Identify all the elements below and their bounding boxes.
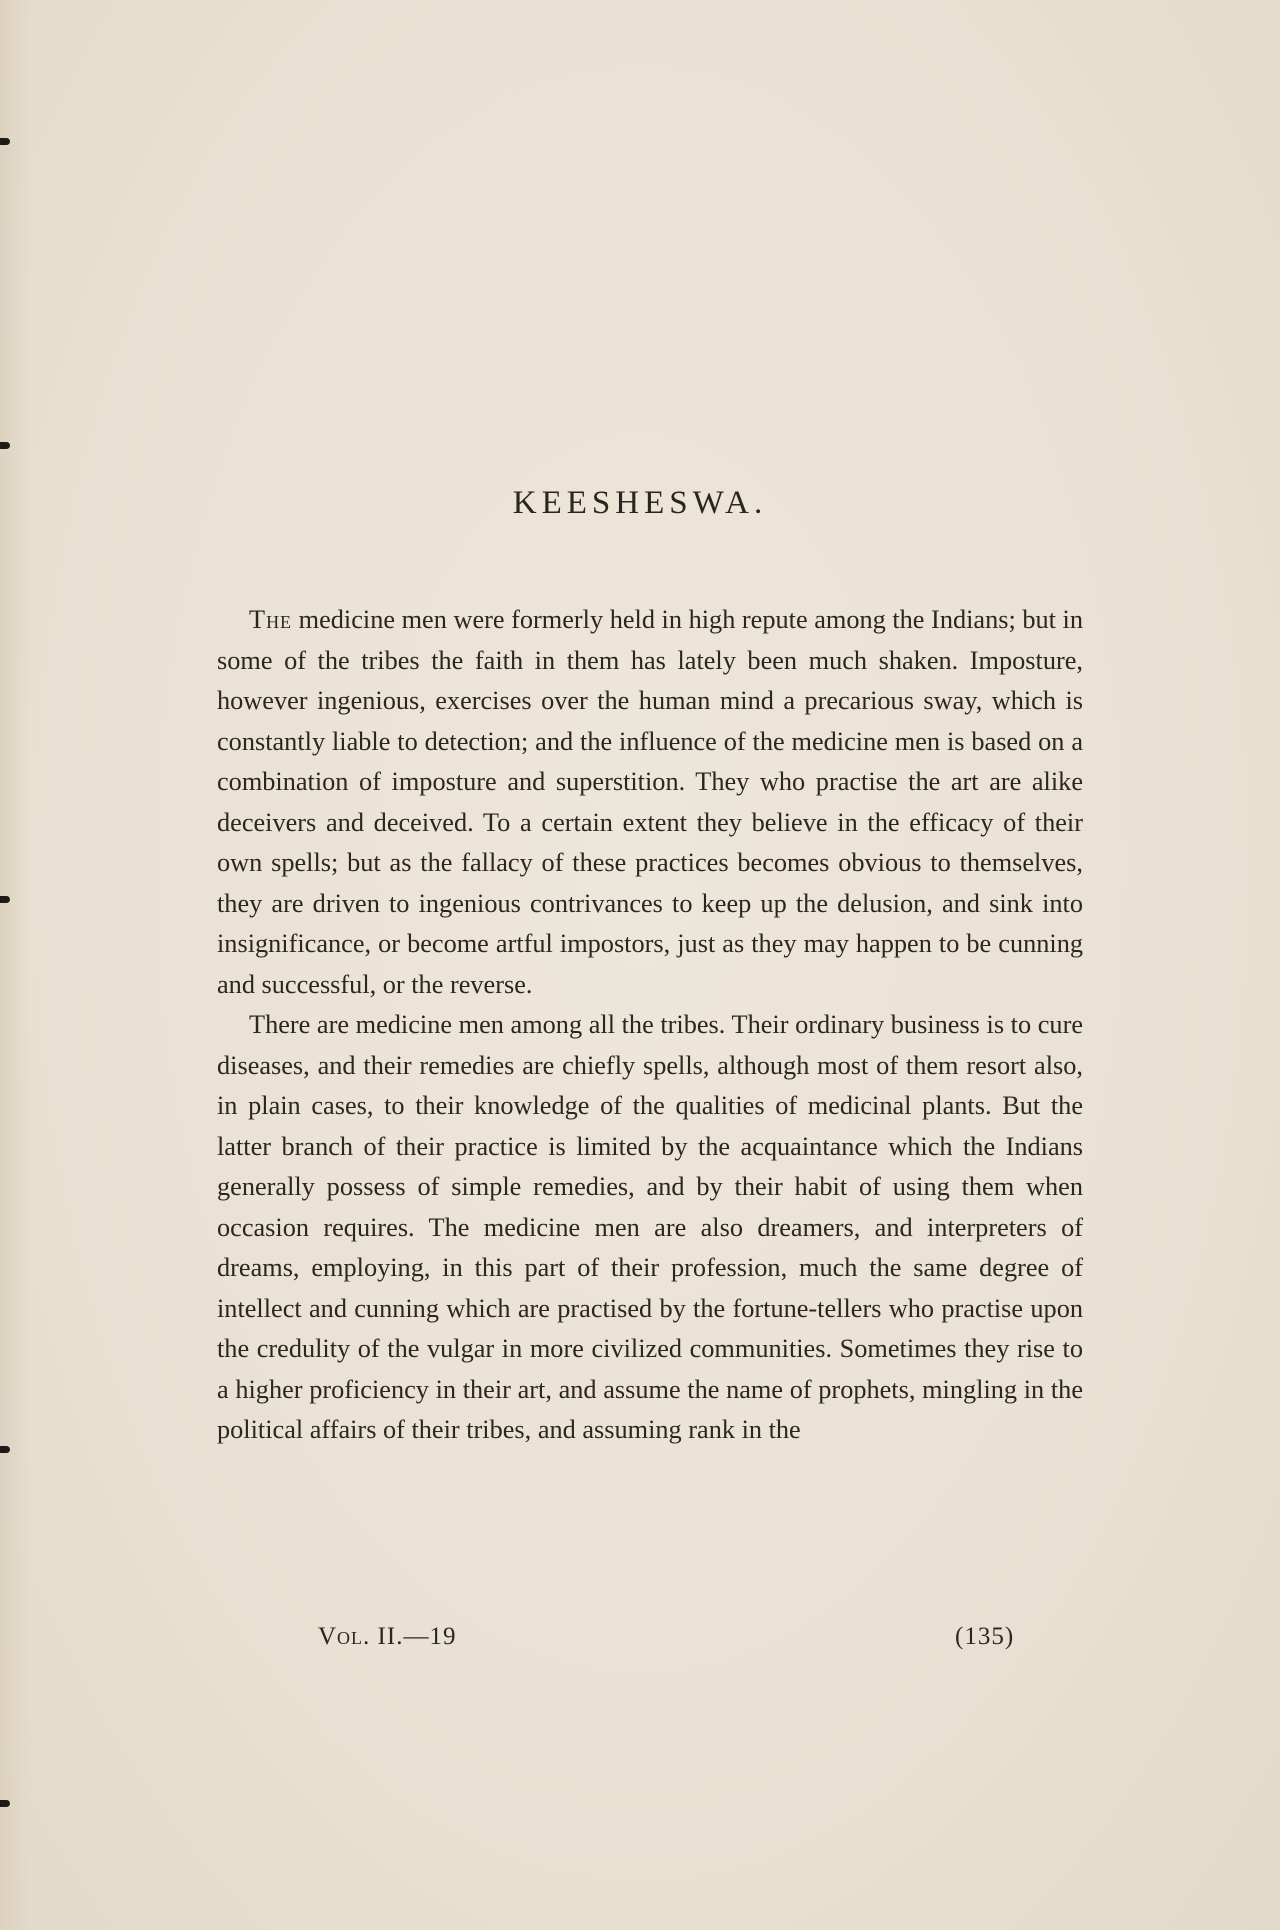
paragraph-1-text: medicine men were formerly held in high repute among the Indians; but in some of the tribes the faith in them has lately been much shaken. Imposture, however ingenious, exercises over the human mind a precarious sway, which is constantly liable to detection; and the influence of the medicine men is based on a combination of imposture and superstition. They who practise the art are alike deceivers and deceived. To a certain extent they believe in the efficacy of their own spells; but as the fallacy of these practices becomes obvious to themselves, they are driven to ingenious contrivances to keep up the delusion, and sink into insignificance, or become artful impostors, just as they may happen to be cunning and successful, or the reverse. bbox=[217, 605, 1083, 999]
paragraph-2: There are medicine men among all the tribes. Their ordinary business is to cure diseases, and their remedies are chiefly spells, although most of them resort also, in plain cases, to their knowledge of the qualities of medicinal plants. But the latter branch of their practice is limited by the acquaintance which the Indians generally possess of simple remedies, and by their habit of using them when occasion requires. The medicine men are also dreamers, and interpreters of dreams, employing, in this part of their profession, much the same degree of intellect and cunning which are practised by the fortune-tellers who practise upon the credulity of the vulgar in more civilized communities. Sometimes they rise to a higher proficiency in their art, and assume the name of prophets, mingling in the political affairs of their tribes, and assuming rank in the bbox=[217, 1010, 1083, 1444]
margin-mark bbox=[0, 1446, 10, 1453]
margin-mark bbox=[0, 138, 10, 145]
paragraph-1 bbox=[217, 600, 1083, 1005]
margin-mark bbox=[0, 896, 10, 903]
body-text bbox=[217, 600, 1083, 1451]
drop-word: The bbox=[249, 605, 293, 634]
binding-shadow bbox=[0, 0, 30, 1930]
margin-mark bbox=[0, 1800, 10, 1807]
page-number: (135) bbox=[955, 1623, 1015, 1650]
volume-signature: Vol. II.—19 bbox=[318, 1623, 457, 1650]
margin-mark bbox=[0, 442, 10, 449]
chapter-title: KEESHESWA. bbox=[512, 485, 768, 521]
